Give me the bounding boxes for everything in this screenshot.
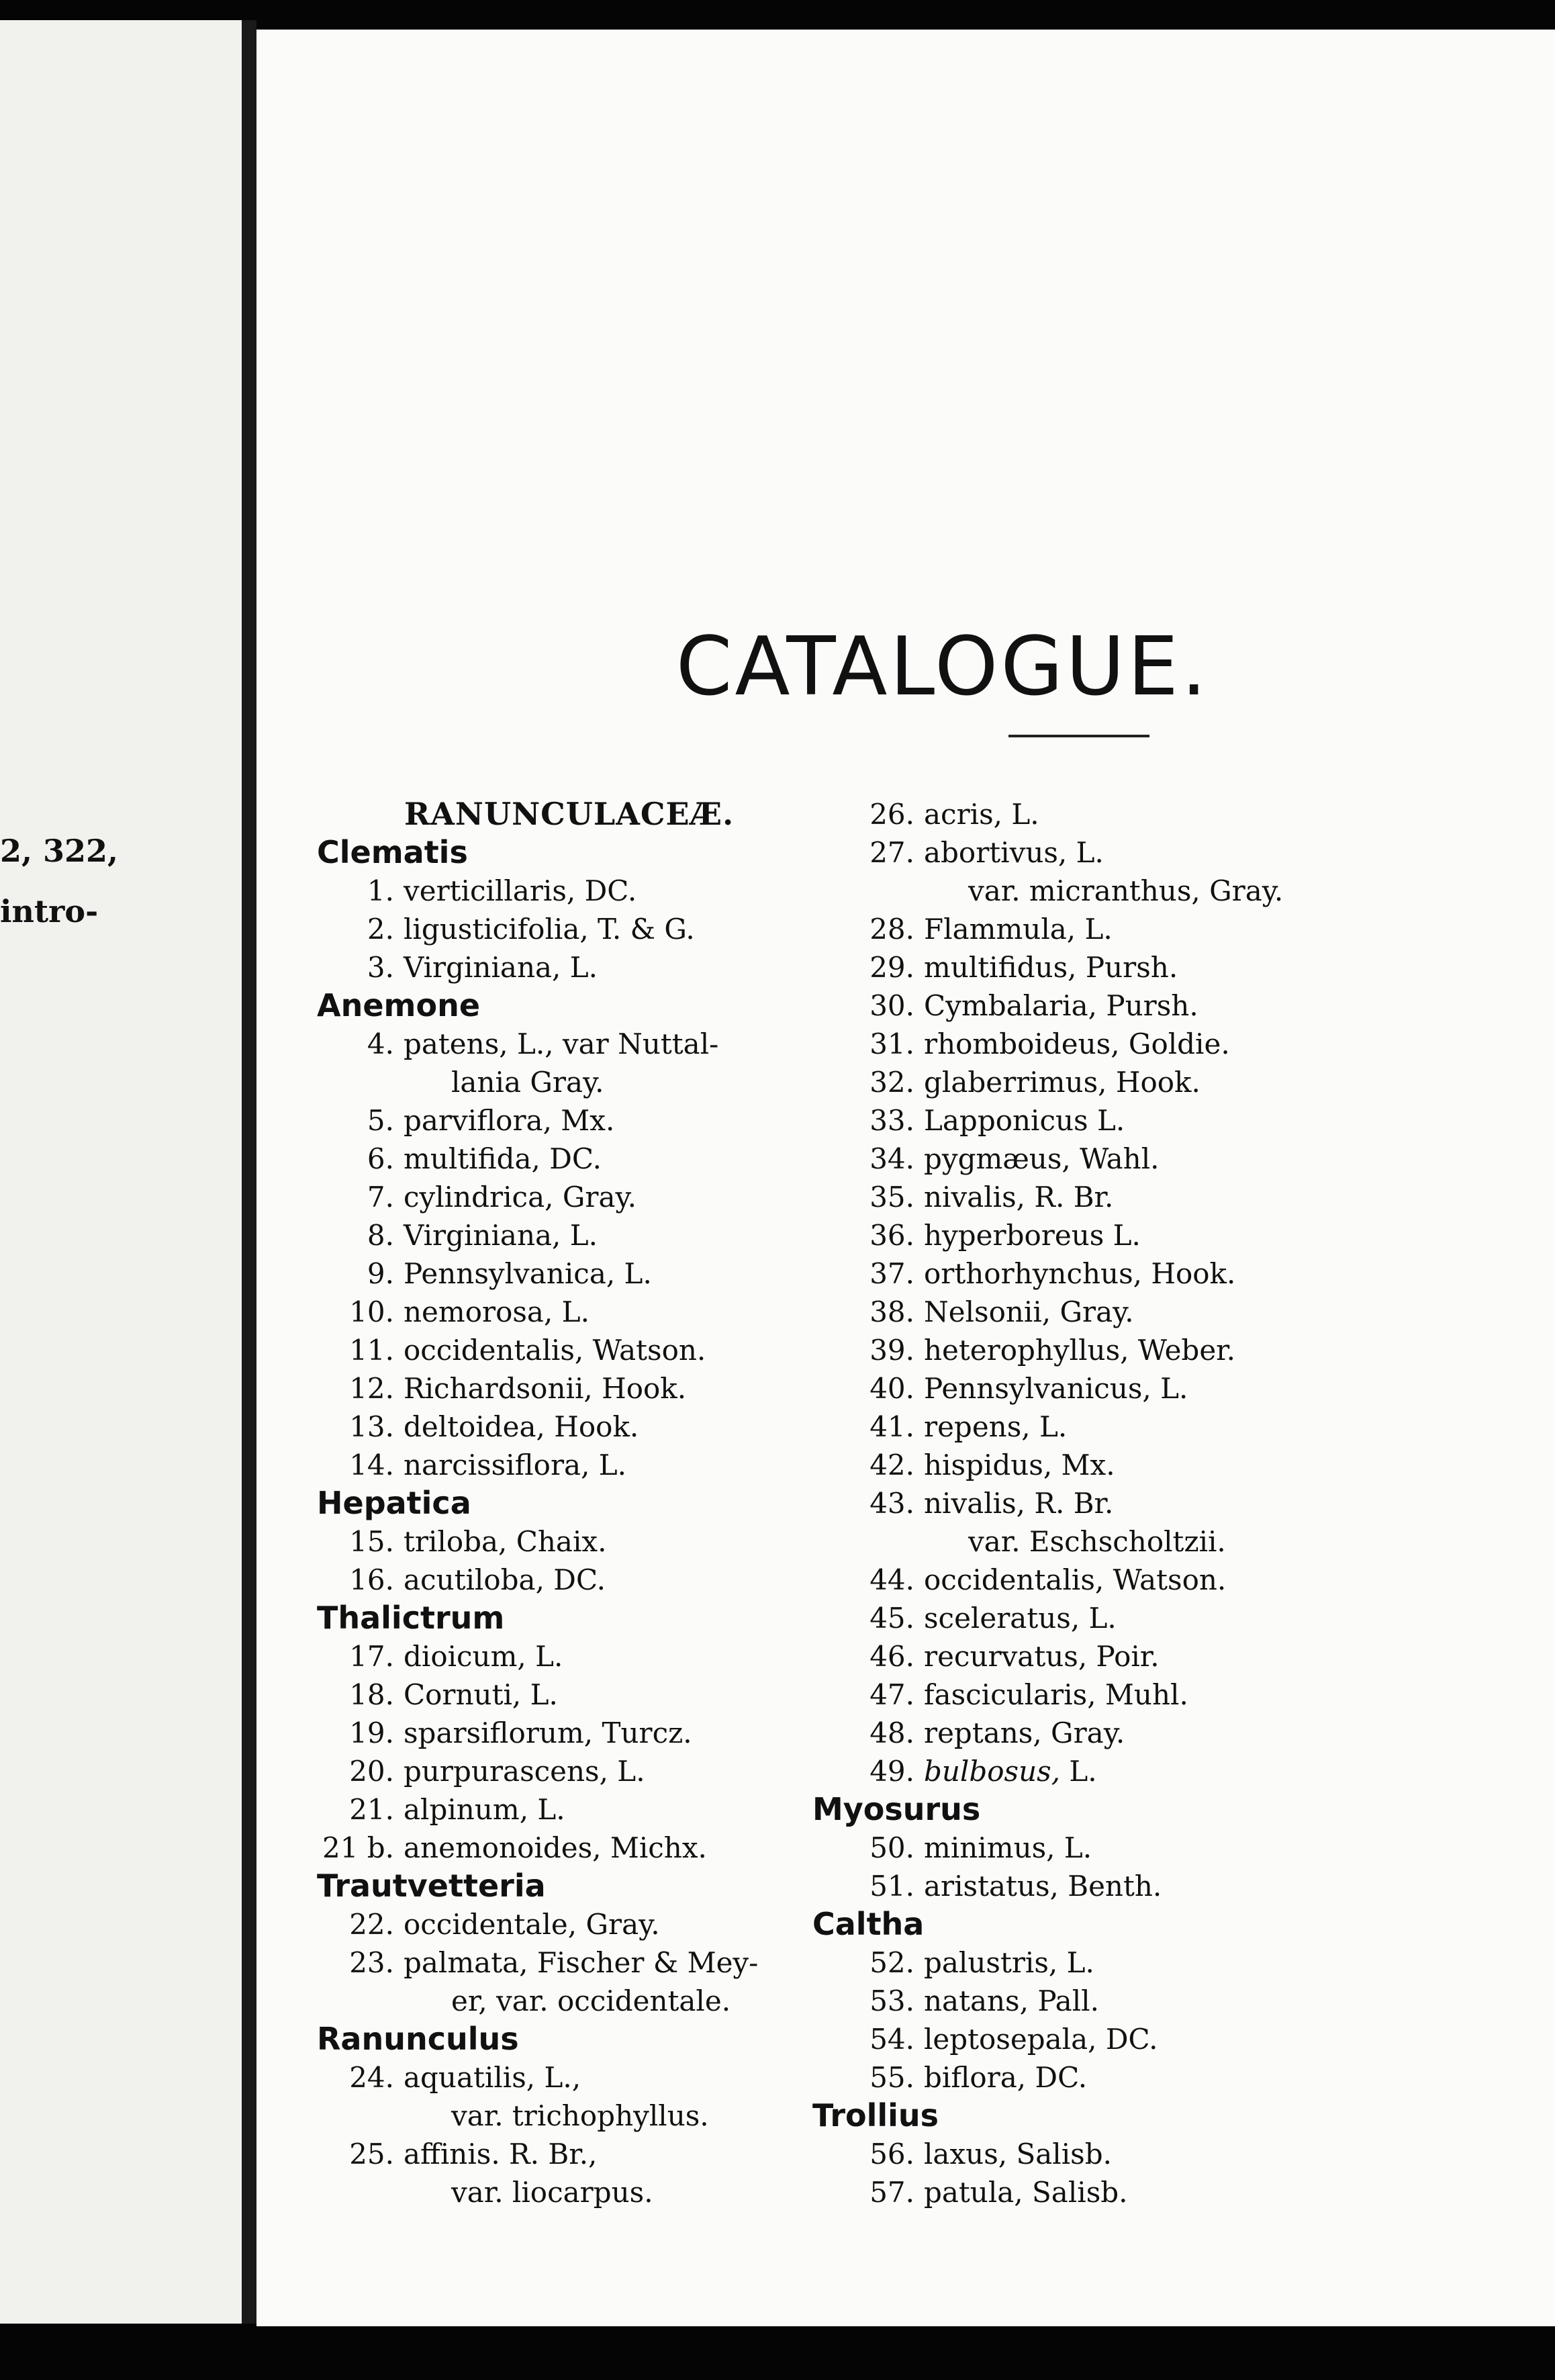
- species-entry: [841, 1599, 1546, 1637]
- entry-number: 3.: [367, 951, 394, 984]
- species-entry: [841, 1216, 1546, 1254]
- species-entry: [841, 1714, 1546, 1752]
- genus-heading: Anemone: [317, 987, 481, 1023]
- species-name: multifida, DC.: [404, 1142, 602, 1175]
- species-entry: [841, 1561, 1546, 1599]
- genus-heading: Hepatica: [317, 1485, 471, 1521]
- species-name: verticillaris, DC.: [404, 874, 637, 907]
- entry-number: 22.: [349, 1908, 394, 1941]
- species-name: Flammula, L.: [924, 913, 1113, 946]
- species-name: multifidus, Pursh.: [924, 951, 1178, 984]
- left-page-fragment-1: 2, 322,: [0, 833, 119, 869]
- species-name: fascicularis, Muhl.: [924, 1678, 1188, 1711]
- entry-number: 20.: [349, 1755, 394, 1788]
- species-name: triloba, Chaix.: [404, 1525, 607, 1558]
- entry-number: 21.: [349, 1793, 394, 1826]
- entry-number: 31.: [869, 1027, 914, 1060]
- species-name: biflora, DC.: [924, 2061, 1088, 2094]
- species-entry: [317, 1101, 901, 1140]
- species-name: heterophyllus, Weber.: [924, 1334, 1235, 1367]
- entry-number: 37.: [869, 1257, 914, 1290]
- species-entry: [317, 1446, 901, 1484]
- species-name: glaberrimus, Hook.: [924, 1066, 1200, 1099]
- species-name: patula, Salisb.: [924, 2176, 1128, 2209]
- entry-number: 18.: [349, 1678, 394, 1711]
- entry-number: 53.: [869, 1984, 914, 2017]
- left-page-fragment-2: intro-: [0, 893, 99, 929]
- entry-number: 56.: [869, 2138, 914, 2170]
- species-name: acutiloba, DC.: [404, 1563, 606, 1596]
- entry-number: 14.: [349, 1449, 394, 1481]
- species-name: sceleratus, L.: [924, 1602, 1117, 1635]
- book-spine: [242, 20, 256, 2324]
- genus-heading: Thalictrum: [317, 1600, 505, 1636]
- species-name: abortivus, L.: [924, 836, 1104, 869]
- entry-number: 17.: [349, 1640, 394, 1673]
- entry-number: 16.: [349, 1563, 394, 1596]
- species-name: cylindrica, Gray.: [404, 1181, 637, 1214]
- species-name: hispidus, Mx.: [924, 1449, 1115, 1481]
- species-name: Virginiana, L.: [404, 1219, 598, 1252]
- species-name: aquatilis, L.,: [404, 2061, 581, 2094]
- genus-heading: Trautvetteria: [317, 1868, 546, 1904]
- species-name: palustris, L.: [924, 1946, 1094, 1979]
- entry-number: 2.: [367, 913, 394, 946]
- entry-number: 30.: [869, 989, 914, 1022]
- species-entry: [317, 1676, 901, 1714]
- species-name: natans, Pall.: [924, 1984, 1099, 2017]
- species-entry: [841, 1140, 1546, 1178]
- entry-number: 32.: [869, 1066, 914, 1099]
- species-name: bulbosus,: [924, 1755, 1061, 1788]
- entry-number: 42.: [869, 1449, 914, 1481]
- species-entry: [841, 1637, 1546, 1676]
- entry-number: 4.: [367, 1027, 394, 1060]
- species-name: sparsiflorum, Turcz.: [404, 1717, 692, 1749]
- entry-number: 50.: [869, 1831, 914, 1864]
- species-entry: [841, 948, 1546, 987]
- genus-heading: Myosurus: [812, 1791, 981, 1827]
- species-name: nivalis, R. Br.: [924, 1487, 1114, 1520]
- species-name: Richardsonii, Hook.: [404, 1372, 687, 1405]
- species-entry: [841, 1408, 1546, 1446]
- species-entry: [317, 1293, 901, 1331]
- entry-number: 51.: [869, 1870, 914, 1903]
- genus-heading: Clematis: [317, 834, 468, 870]
- species-name: alpinum, L.: [404, 1793, 565, 1826]
- entry-number: 28.: [869, 913, 914, 946]
- species-name: repens, L.: [924, 1410, 1068, 1443]
- entry-number: 29.: [869, 951, 914, 984]
- species-name: Lapponicus L.: [924, 1104, 1125, 1137]
- species-name: occidentalis, Watson.: [924, 1563, 1227, 1596]
- species-entry: [841, 1829, 1546, 1867]
- genus-heading: Caltha: [812, 1906, 925, 1942]
- entry-number: 8.: [367, 1219, 394, 1252]
- entry-number: 40.: [869, 1372, 914, 1405]
- species-entry: [841, 1676, 1546, 1714]
- species-name: orthorhynchus, Hook.: [924, 1257, 1236, 1290]
- species-name: Nelsonii, Gray.: [924, 1295, 1134, 1328]
- variety-line: var. liocarpus.: [451, 2176, 653, 2209]
- species-entry: [841, 1484, 1546, 1522]
- entry-continuation: er, var. occidentale.: [451, 1984, 731, 2017]
- left-page: [0, 20, 242, 2324]
- species-name: Virginiana, L.: [404, 951, 598, 984]
- entry-number: 5.: [367, 1104, 394, 1137]
- species-entry: [841, 1254, 1546, 1293]
- entry-number: 54.: [869, 2023, 914, 2056]
- species-entry: [317, 1637, 901, 1676]
- species-name: occidentalis, Watson.: [404, 1334, 706, 1367]
- species-name: leptosepala, DC.: [924, 2023, 1158, 2056]
- species-name: occidentale, Gray.: [404, 1908, 660, 1941]
- species-name: minimus, L.: [924, 1831, 1092, 1864]
- entry-number: 44.: [869, 1563, 914, 1596]
- right-column: [812, 795, 1546, 2211]
- variety-line: var. Eschscholtzii.: [968, 1525, 1226, 1558]
- variety-line: var. trichophyllus.: [451, 2099, 709, 2132]
- species-entry: [317, 872, 901, 910]
- species-name: aristatus, Benth.: [924, 1870, 1162, 1903]
- species-name: rhomboideus, Goldie.: [924, 1027, 1230, 1060]
- variety-line: var. micranthus, Gray.: [968, 874, 1284, 907]
- family-heading: RANUNCULACEÆ.: [404, 796, 735, 832]
- species-entry: [317, 948, 901, 987]
- entry-number: 1.: [367, 874, 394, 907]
- species-name: recurvatus, Poir.: [924, 1640, 1160, 1673]
- entry-number: 13.: [349, 1410, 394, 1443]
- species-name: Cornuti, L.: [404, 1678, 558, 1711]
- entry-number: 36.: [869, 1219, 914, 1252]
- species-entry: [317, 1178, 901, 1216]
- species-entry: [841, 1752, 1546, 1790]
- species-entry: [317, 1369, 901, 1408]
- entry-number: 45.: [869, 1602, 914, 1635]
- entry-number: 48.: [869, 1717, 914, 1749]
- species-entry: [317, 1561, 901, 1599]
- species-name: reptans, Gray.: [924, 1717, 1125, 1749]
- species-name: Pennsylvanica, L.: [404, 1257, 652, 1290]
- entry-number: 47.: [869, 1678, 914, 1711]
- species-name: nivalis, R. Br.: [924, 1181, 1114, 1214]
- species-entry: [841, 833, 1546, 872]
- species-name: dioicum, L.: [404, 1640, 563, 1673]
- species-name: laxus, Salisb.: [924, 2138, 1112, 2170]
- species-entry: [841, 795, 1546, 833]
- species-name: hyperboreus L.: [924, 1219, 1141, 1252]
- species-entry: [317, 1331, 901, 1369]
- entry-number: 10.: [349, 1295, 394, 1328]
- species-entry: [317, 1943, 901, 1982]
- species-entry: [841, 1943, 1546, 1982]
- species-entry: [317, 1714, 901, 1752]
- entry-number: 52.: [869, 1946, 914, 1979]
- entry-number: 21 b.: [322, 1831, 394, 1864]
- species-name: acris, L.: [924, 798, 1039, 831]
- species-entry: [841, 910, 1546, 948]
- species-entry: [841, 2020, 1546, 2058]
- entry-number: 25.: [349, 2138, 394, 2170]
- entry-number: 35.: [869, 1181, 914, 1214]
- species-entry: [317, 1752, 901, 1790]
- species-name: deltoidea, Hook.: [404, 1410, 639, 1443]
- left-column: [317, 795, 901, 2211]
- species-authority: L.: [1060, 1755, 1097, 1788]
- species-name: Cymbalaria, Pursh.: [924, 989, 1198, 1022]
- species-name: anemonoides, Michx.: [404, 1831, 707, 1864]
- genus-heading: Ranunculus: [317, 2021, 519, 2057]
- species-entry: [317, 1216, 901, 1254]
- species-entry: [317, 1254, 901, 1293]
- entry-number: 6.: [367, 1142, 394, 1175]
- entry-number: 26.: [869, 798, 914, 831]
- page-title: CATALOGUE.: [675, 621, 1210, 714]
- species-name: affinis. R. Br.,: [404, 2138, 598, 2170]
- species-name: narcissiflora, L.: [404, 1449, 627, 1481]
- entry-number: 38.: [869, 1295, 914, 1328]
- entry-number: 46.: [869, 1640, 914, 1673]
- entry-number: 39.: [869, 1334, 914, 1367]
- species-entry: [841, 1446, 1546, 1484]
- entry-number: 9.: [367, 1257, 394, 1290]
- species-entry: [841, 1867, 1546, 1905]
- entry-continuation: lania Gray.: [451, 1066, 604, 1099]
- species-entry: [317, 1025, 901, 1063]
- entry-number: 57.: [869, 2176, 914, 2209]
- entry-number: 24.: [349, 2061, 394, 2094]
- entry-number: 41.: [869, 1410, 914, 1443]
- entry-number: 19.: [349, 1717, 394, 1749]
- species-name: patens, L., var Nuttal-: [404, 1027, 719, 1060]
- species-name: pygmæus, Wahl.: [924, 1142, 1160, 1175]
- species-entry: [841, 1063, 1546, 1101]
- title-divider: [1008, 735, 1149, 737]
- species-name: nemorosa, L.: [404, 1295, 590, 1328]
- species-entry: [317, 2058, 901, 2097]
- species-entry: [317, 910, 901, 948]
- species-name: ligusticifolia, T. & G.: [404, 913, 695, 946]
- entry-number: 27.: [869, 836, 914, 869]
- species-entry: [841, 1101, 1546, 1140]
- entry-number: 11.: [349, 1334, 394, 1367]
- species-name: parviflora, Mx.: [404, 1104, 615, 1137]
- species-entry: [841, 2173, 1546, 2211]
- species-entry: [841, 2058, 1546, 2097]
- entry-number: 34.: [869, 1142, 914, 1175]
- entry-number: 15.: [349, 1525, 394, 1558]
- species-entry: [317, 1829, 901, 1867]
- entry-number: 23.: [349, 1946, 394, 1979]
- species-entry: [317, 2135, 901, 2173]
- entry-number: 7.: [367, 1181, 394, 1214]
- species-entry: [841, 1982, 1546, 2020]
- entry-number: 55.: [869, 2061, 914, 2094]
- species-entry: [317, 1408, 901, 1446]
- species-entry: [841, 1369, 1546, 1408]
- species-entry: [841, 1293, 1546, 1331]
- species-name: purpurascens, L.: [404, 1755, 645, 1788]
- species-entry: [841, 2135, 1546, 2173]
- species-entry: [841, 1331, 1546, 1369]
- catalogue-page: [256, 30, 1555, 2326]
- species-entry: [317, 1522, 901, 1561]
- species-name: Pennsylvanicus, L.: [924, 1372, 1188, 1405]
- species-name: palmata, Fischer & Mey-: [404, 1946, 759, 1979]
- species-entry: [841, 987, 1546, 1025]
- entry-number: 33.: [869, 1104, 914, 1137]
- entry-number: 49.: [869, 1755, 914, 1788]
- species-entry: [841, 1178, 1546, 1216]
- entry-number: 43.: [869, 1487, 914, 1520]
- genus-heading: Trollius: [812, 2097, 939, 2134]
- species-entry: [317, 1140, 901, 1178]
- species-entry: [841, 1025, 1546, 1063]
- entry-number: 12.: [349, 1372, 394, 1405]
